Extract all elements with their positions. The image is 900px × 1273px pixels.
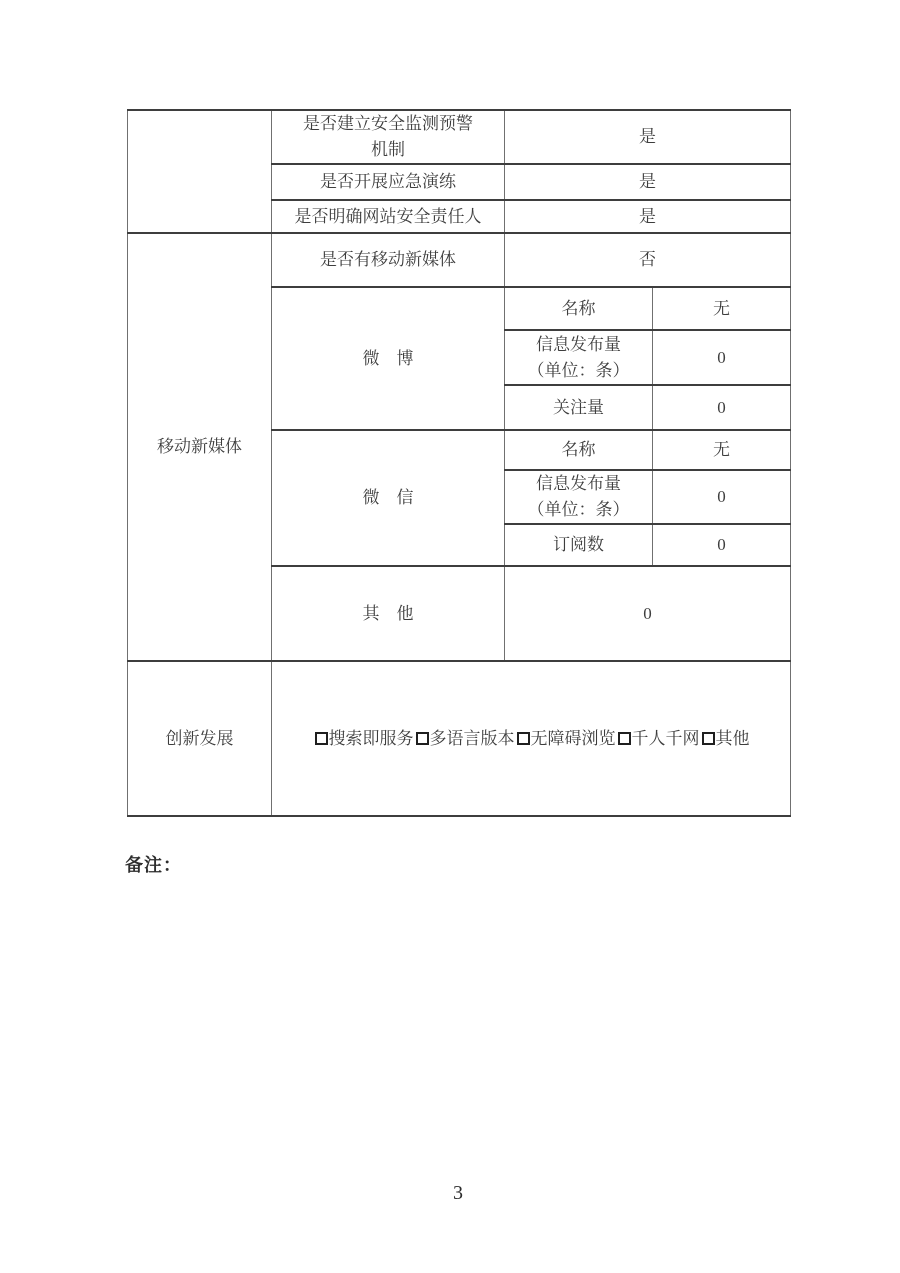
wechat-posts-value: 0: [653, 470, 791, 524]
weibo-label: 微 博: [272, 287, 505, 430]
table-row: [128, 661, 791, 816]
remarks-label: 备注：: [125, 855, 182, 875]
security-person-label: 是否明确网站安全责任人: [272, 200, 505, 233]
has-mobile-media-value: 否: [505, 233, 791, 287]
wechat-posts-label-line1: 信息发布量: [536, 474, 621, 493]
checkbox-icon: [416, 732, 429, 745]
innovation-option-label: 多语言版本: [429, 728, 515, 748]
wechat-subscribers-value: 0: [653, 524, 791, 566]
innovation-option-label: 无障碍浏览: [530, 728, 616, 748]
security-monitor-label-line1: 是否建立安全监测预警: [303, 114, 473, 133]
emergency-drill-label: 是否开展应急演练: [272, 164, 505, 200]
annual-report-table: [127, 109, 791, 817]
weibo-followers-value: 0: [653, 385, 791, 430]
emergency-drill-value: 是: [505, 164, 791, 200]
wechat-subscribers-label: 订阅数: [505, 524, 653, 566]
weibo-posts-value: 0: [653, 330, 791, 385]
checkbox-icon: [702, 732, 715, 745]
security-section-cell-empty: [128, 110, 272, 233]
weibo-followers-label: 关注量: [505, 385, 653, 430]
wechat-name-value: 无: [653, 430, 791, 470]
checkbox-icon: [517, 732, 530, 745]
security-monitor-value: 是: [505, 110, 791, 164]
weibo-posts-label-line1: 信息发布量: [536, 334, 621, 354]
wechat-name-label: 名称: [505, 430, 653, 470]
security-monitor-label: [272, 110, 505, 164]
mobile-media-section-label: 移动新媒体: [128, 233, 272, 661]
wechat-posts-label: [505, 470, 653, 524]
security-monitor-label-line2: 机制: [371, 140, 405, 159]
innovation-option-label: 其他: [715, 728, 750, 748]
weibo-name-label: 名称: [505, 287, 653, 330]
checkbox-icon: [315, 732, 328, 745]
innovation-section-label: 创新发展: [128, 661, 272, 816]
table-row: [128, 110, 791, 164]
other-media-label: 其 他: [272, 566, 505, 661]
weibo-posts-label: [505, 330, 653, 385]
innovation-option-label: 搜索即服务: [328, 728, 414, 748]
wechat-label: 微 信: [272, 430, 505, 566]
table-row: [128, 233, 791, 287]
has-mobile-media-label: 是否有移动新媒体: [272, 233, 505, 287]
weibo-posts-label-line2: （单位：条）: [527, 360, 630, 380]
security-person-value: 是: [505, 200, 791, 233]
innovation-options-cell: [272, 661, 791, 816]
other-media-value: 0: [505, 566, 791, 661]
checkbox-icon: [618, 732, 631, 745]
weibo-name-value: 无: [653, 287, 791, 330]
page-number: 3: [453, 1182, 463, 1204]
innovation-option-label: 千人千网: [631, 728, 700, 748]
wechat-posts-label-line2: （单位：条）: [527, 500, 630, 519]
